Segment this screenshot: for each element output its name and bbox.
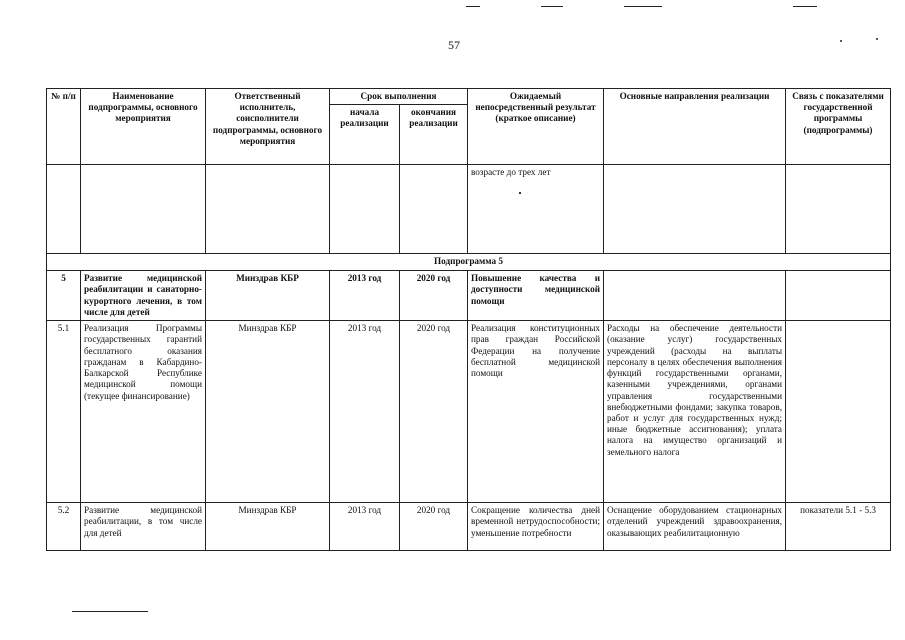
cell-start: 2013 год bbox=[330, 321, 400, 503]
cell-num: 5.2 bbox=[47, 503, 81, 551]
header-term-start: начала реализации bbox=[330, 105, 400, 165]
table-row-continuation bbox=[47, 165, 891, 254]
page-number: 57 bbox=[448, 38, 460, 52]
cell-name: Развитие медицинской реабилитации, в том числе для детей bbox=[81, 503, 206, 551]
cell-name: Развитие медицинской реабилитации и санаторно-курортного лечения, в том числе для детей bbox=[81, 271, 206, 321]
section-title: Подпрограмма 5 bbox=[47, 254, 891, 271]
cell-end: 2020 год bbox=[400, 503, 468, 551]
cell-result bbox=[468, 165, 604, 254]
cell-empty bbox=[47, 165, 81, 254]
scan-dot bbox=[519, 192, 521, 194]
scan-mark bbox=[624, 6, 662, 7]
cell-end: 2020 год bbox=[400, 271, 468, 321]
section-row bbox=[47, 254, 891, 271]
cell-result: Повышение качества и доступности медицинской помощи bbox=[468, 271, 604, 321]
table-header-row bbox=[47, 89, 891, 105]
cell-empty bbox=[81, 165, 206, 254]
cell-link: показатели 5.1 - 5.3 bbox=[786, 503, 891, 551]
cell-end: 2020 год bbox=[400, 321, 468, 503]
cell-link bbox=[786, 321, 891, 503]
header-result: Ожидаемый непосредственный результат (краткое описание) bbox=[468, 89, 604, 165]
header-term-end: окончания реализации bbox=[400, 105, 468, 165]
cell-link bbox=[786, 271, 891, 321]
program-table bbox=[46, 88, 891, 551]
cell-result: Сокращение количества дней временной нетрудоспособности; уменьшение потребности bbox=[468, 503, 604, 551]
cell-empty bbox=[330, 165, 400, 254]
cell-empty bbox=[604, 165, 786, 254]
scan-dot bbox=[876, 38, 878, 40]
header-responsible: Ответственный исполнитель, соисполнители подпрограммы, основного мероприятия bbox=[206, 89, 330, 165]
cell-name: Реализация Программы государственных гарантий бесплатного оказания гражданам в Кабардино-Балкарской Республике медицинской помощи (текущее финансирование) bbox=[81, 321, 206, 503]
footnote-separator bbox=[72, 611, 148, 612]
cell-responsible: Минздрав КБР bbox=[206, 503, 330, 551]
cell-start: 2013 год bbox=[330, 503, 400, 551]
cell-num: 5 bbox=[47, 271, 81, 321]
result-text: возрасте до трех лет bbox=[471, 167, 551, 178]
cell-directions: Расходы на обеспечение деятельности (оказание услуг) государственных учреждений (расходы на выплаты персоналу в целях обеспечения выполнения функций государственными органами, казенными учреждениями, органами управления государственными внебюджетными фондами; закупка товаров, работ и услуг для государственных нужд; иные бюджетные ассигнования); уплата налога на имущество организаций и земельного налога bbox=[604, 321, 786, 503]
cell-directions: Оснащение оборудованием стационарных отделений учреждений здравоохранения, оказывающих реабилитационную bbox=[604, 503, 786, 551]
cell-empty bbox=[206, 165, 330, 254]
scan-dot bbox=[840, 40, 842, 42]
cell-num: 5.1 bbox=[47, 321, 81, 503]
table-row bbox=[47, 271, 891, 321]
header-term: Срок выполнения bbox=[330, 89, 468, 105]
header-name: Наименование подпрограммы, основного мероприятия bbox=[81, 89, 206, 165]
scan-mark bbox=[793, 6, 817, 7]
cell-directions bbox=[604, 271, 786, 321]
table-row bbox=[47, 321, 891, 503]
header-directions: Основные направления реализации bbox=[604, 89, 786, 165]
table-row bbox=[47, 503, 891, 551]
cell-result: Реализация конституционных прав граждан Российской Федерации на получение бесплатной медицинской помощи bbox=[468, 321, 604, 503]
scan-mark bbox=[541, 6, 563, 7]
header-link: Связь с показателями государственной программы (подпрограммы) bbox=[786, 89, 891, 165]
scan-mark bbox=[466, 6, 480, 7]
cell-responsible: Минздрав КБР bbox=[206, 271, 330, 321]
cell-empty bbox=[786, 165, 891, 254]
header-num: № п/п bbox=[47, 89, 81, 165]
cell-empty bbox=[400, 165, 468, 254]
cell-responsible: Минздрав КБР bbox=[206, 321, 330, 503]
cell-start: 2013 год bbox=[330, 271, 400, 321]
